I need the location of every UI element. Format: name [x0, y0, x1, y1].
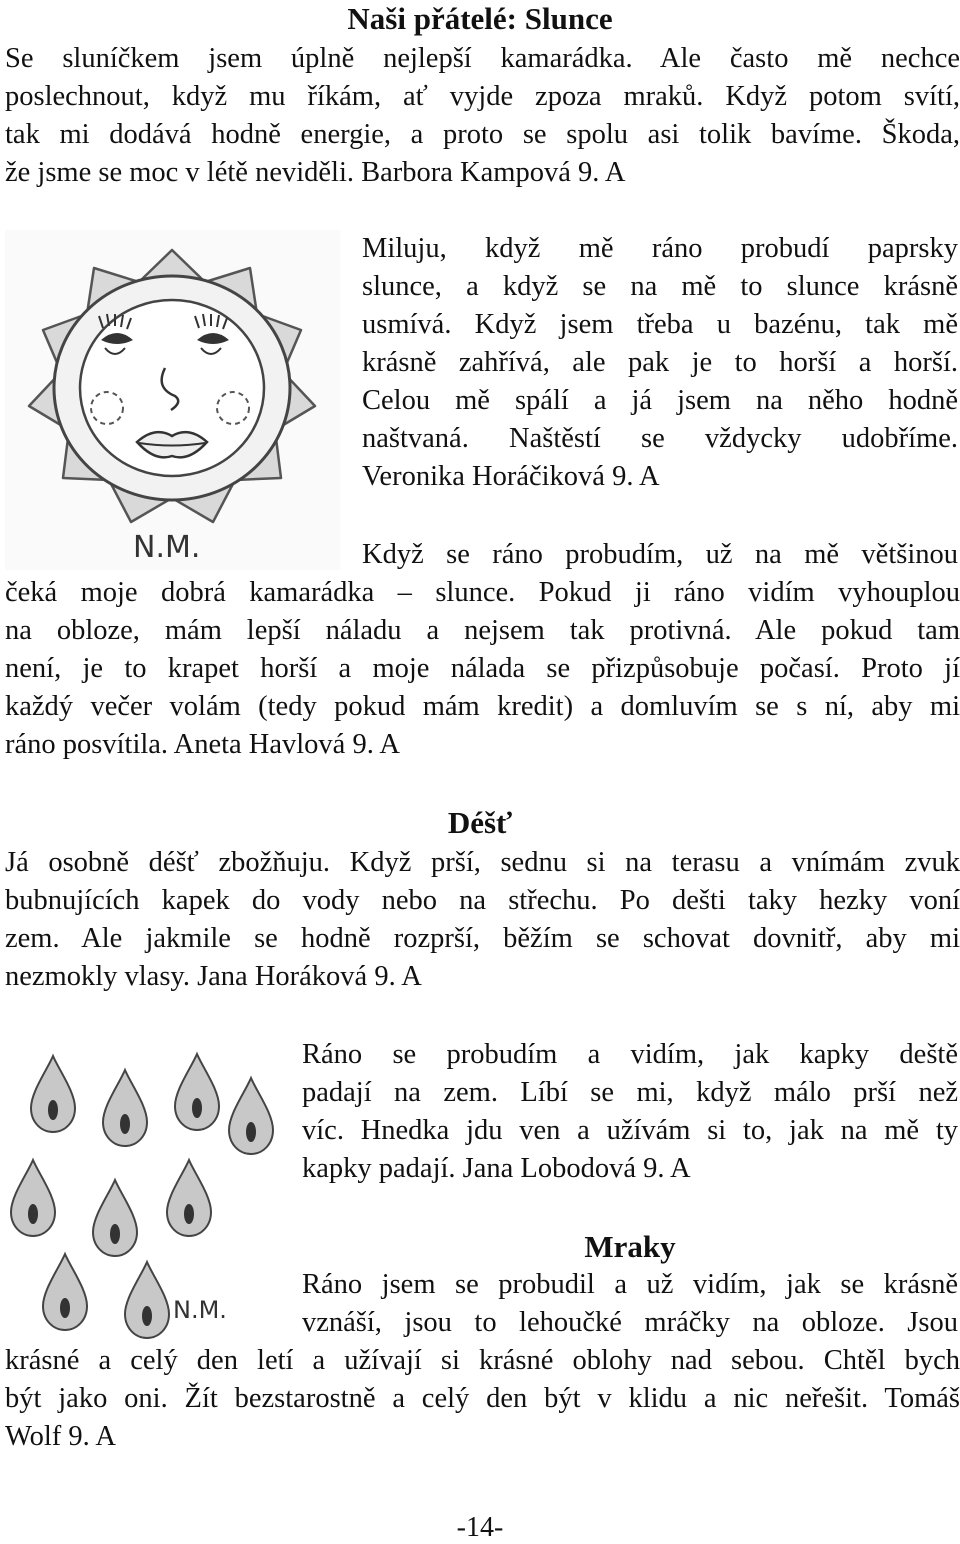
paragraph-line: zem. Ale jakmile se hodně rozprší, běžím se schovat dovnitř, aby mi [5, 923, 960, 954]
page-number: -14- [456, 1512, 504, 1543]
paragraph-line: Se sluníčkem jsem úplně nejlepší kamarádka. Ale často mě nechce [5, 43, 960, 74]
paragraph-line: ráno posvítila. Aneta Havlová 9. A [5, 729, 400, 760]
paragraph-line: vznáší, jsou to lehoučké mráčky na obloze. Jsou [302, 1307, 958, 1338]
paragraph-line: Veronika Horáčiková 9. A [362, 461, 660, 492]
sun-drawing [5, 230, 340, 570]
paragraph-line: bubnujících kapek do vody nebo na střechu. Po dešti taky hezky voní [5, 885, 960, 916]
paragraph-line: být jako oni. Žít bezstarostně a celý den být v klidu a nic neřešit. Tomáš [5, 1383, 960, 1414]
section-title-dest: Déšť [447, 805, 513, 840]
paragraph-line: na obloze, mám lepší náladu a nejsem tak protivná. Ale pokud tam [5, 615, 960, 646]
paragraph-line: Ráno se probudím a vidím, jak kapky deště [302, 1039, 958, 1070]
paragraph-line: každý večer volám (tedy pokud mám kredit) a domluvím se s ní, aby mi [5, 691, 960, 722]
raindrops-drawing [5, 1040, 277, 1340]
paragraph-line: není, je to krapet horší a moje nálada se přizpůsobuje počasí. Proto jí [5, 653, 960, 684]
paragraph-line: krásné a celý den letí a užívají si krásné oblohy nad sebou. Chtěl bych [5, 1345, 960, 1376]
paragraph-line: že jsme se moc v létě neviděli. Barbora Kampová 9. A [5, 157, 626, 188]
sun-illustration [5, 230, 340, 570]
section-title-slunce: Naši přátelé: Slunce [347, 1, 613, 36]
paragraph-line: slunce, a když se na mě to slunce krásně [362, 271, 958, 302]
paragraph-line: čeká moje dobrá kamarádka – slunce. Pokud ji ráno vidím vyhouplou [5, 577, 960, 608]
paragraph-line: Wolf 9. A [5, 1421, 116, 1452]
paragraph-line: nezmokly vlasy. Jana Horáková 9. A [5, 961, 422, 992]
paragraph-line: poslechnout, když mu říkám, ať vyjde zpoza mraků. Když potom svítí, [5, 81, 960, 112]
raindrops-illustration [5, 1040, 277, 1340]
paragraph-line: víc. Hnedka jdu ven a užívám si to, jak na mě ty [302, 1115, 958, 1146]
paragraph-line: Já osobně déšť zbožňuju. Když prší, sednu si na terasu a vnímám zvuk [5, 847, 960, 878]
section-title-mraky: Mraky [584, 1229, 676, 1264]
paragraph-line: Celou mě spálí a já jsem na něho hodně [362, 385, 958, 416]
paragraph-line: tak mi dodává hodně energie, a proto se spolu asi tolik bavíme. Škoda, [5, 119, 960, 150]
paragraph-line: Ráno jsem se probudil a už vidím, jak se krásně [302, 1269, 958, 1300]
paragraph-line: Když se ráno probudím, už na mě většinou [362, 539, 958, 570]
paragraph-line: usmívá. Když jsem třeba u bazénu, tak mě [362, 309, 958, 340]
drawing-signature: N.M. [173, 1296, 227, 1324]
paragraph-line: kapky padají. Jana Lobodová 9. A [302, 1153, 691, 1184]
paragraph-line: padají na zem. Líbí se mi, když málo prší než [302, 1077, 958, 1108]
paragraph-line: naštvaná. Naštěstí se vždycky udobříme. [362, 423, 958, 454]
paragraph-line: Miluju, když mě ráno probudí paprsky [362, 233, 958, 264]
drawing-signature: N.M. [133, 530, 201, 565]
paragraph-line: krásně zahřívá, ale pak je to horší a horší. [362, 347, 958, 378]
